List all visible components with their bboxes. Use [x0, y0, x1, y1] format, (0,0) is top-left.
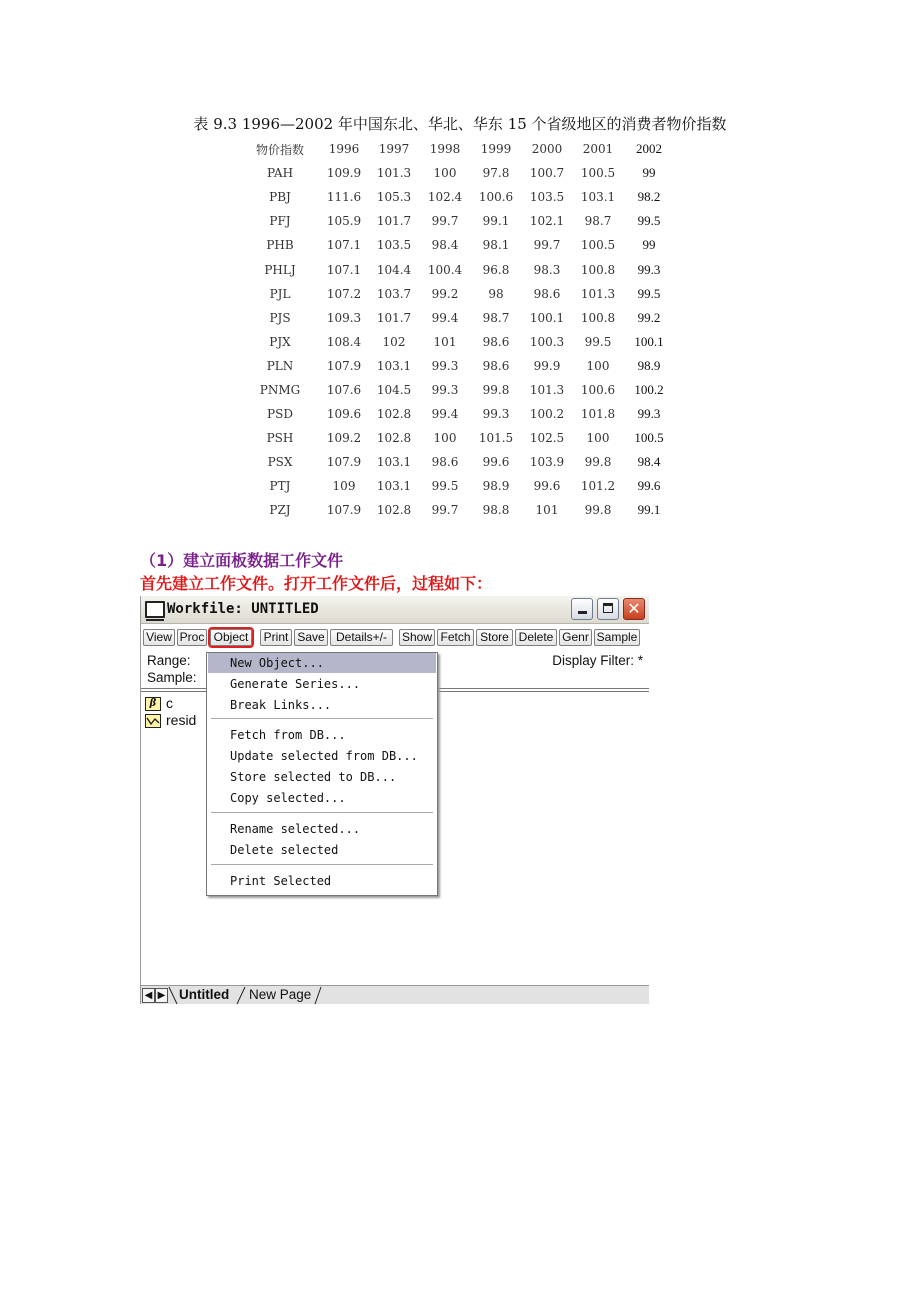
maximize-button[interactable] [597, 598, 619, 620]
value-cell: 100 [433, 166, 457, 181]
value-cell: 98.2 [637, 189, 661, 205]
intro-text: 首先建立工作文件。打开工作文件后，过程如下： [140, 574, 493, 593]
value-cell: 99.7 [431, 214, 459, 229]
header-cell: 2002 [636, 141, 662, 157]
region-code-cell: PBJ [269, 190, 291, 205]
object-name: c [166, 695, 173, 711]
table-row [240, 402, 674, 426]
menu-item-generate-series[interactable]: Generate Series... [230, 677, 361, 691]
value-cell: 100.6 [478, 190, 514, 205]
value-cell: 100.1 [529, 310, 565, 325]
region-code-cell: PLN [266, 358, 294, 373]
table-header-row [240, 137, 674, 161]
value-cell: 98.4 [637, 454, 661, 470]
value-cell: 98.4 [431, 238, 459, 253]
value-cell: 101 [433, 334, 457, 349]
value-cell: 98.6 [482, 358, 510, 373]
value-cell: 103.1 [580, 190, 616, 205]
close-button[interactable] [623, 598, 645, 620]
value-cell: 108.4 [326, 334, 362, 349]
value-cell: 105.3 [376, 190, 412, 205]
value-cell: 101.3 [580, 286, 616, 301]
genr-button[interactable]: Genr [559, 629, 592, 646]
value-cell: 99 [642, 165, 656, 181]
toolbar [141, 626, 649, 648]
table-row [240, 450, 674, 474]
value-cell: 98.3 [533, 262, 561, 277]
table-row [240, 282, 674, 306]
value-cell: 99.5 [431, 479, 459, 494]
object-menu [206, 652, 438, 896]
value-cell: 107.9 [326, 455, 362, 470]
value-cell: 99.7 [533, 238, 561, 253]
object-item-resid[interactable] [145, 712, 196, 728]
value-cell: 103.1 [376, 479, 412, 494]
value-cell: 109.9 [326, 166, 362, 181]
value-cell: 100.8 [580, 310, 616, 325]
value-cell: 100 [433, 431, 457, 446]
value-cell: 99.6 [482, 455, 510, 470]
value-cell: 99.5 [637, 213, 661, 229]
value-cell: 101 [535, 503, 559, 518]
value-cell: 103.1 [376, 358, 412, 373]
region-code-cell: PHLJ [264, 262, 296, 277]
value-cell: 98.7 [482, 310, 510, 325]
value-cell: 103.9 [529, 455, 565, 470]
value-cell: 101.7 [376, 310, 412, 325]
region-code-cell: PTJ [269, 479, 291, 494]
window-title: Workfile: UNTITLED [167, 601, 319, 617]
value-cell: 102.8 [376, 503, 412, 518]
value-cell: 99.3 [637, 406, 661, 422]
value-cell: 99.6 [637, 478, 661, 494]
region-code-cell: PSH [266, 431, 294, 446]
region-code-cell: PFJ [269, 214, 291, 229]
region-code-cell: PZJ [269, 503, 291, 518]
region-code-cell: PNMG [259, 382, 301, 397]
table-caption: 表 9.3 1996—2002 年中国东北、华北、华东 15 个省级地区的消费者物价指数 [193, 115, 727, 133]
menu-item-rename-selected[interactable]: Rename selected... [230, 822, 361, 836]
fetch-button[interactable]: Fetch [437, 629, 474, 646]
header-cell: 1998 [429, 142, 461, 157]
table-row [240, 209, 674, 233]
value-cell: 96.8 [482, 262, 510, 277]
value-cell: 99.3 [431, 382, 459, 397]
region-code-cell: PSD [267, 407, 293, 422]
value-cell: 100.8 [580, 262, 616, 277]
value-cell: 107.1 [326, 262, 362, 277]
value-cell: 99.7 [431, 503, 459, 518]
table-row [240, 474, 674, 498]
display-filter[interactable]: Display Filter: * [552, 653, 643, 668]
table-row [240, 330, 674, 354]
tab-next-button[interactable]: ▶ [155, 988, 168, 1003]
header-cell: 2001 [582, 142, 614, 157]
value-cell: 98.9 [482, 479, 510, 494]
value-cell: 107.2 [326, 286, 362, 301]
table-row [240, 185, 674, 209]
tab-untitled[interactable]: Untitled [179, 987, 230, 1002]
value-cell: 101.5 [478, 431, 514, 446]
value-cell: 100.2 [529, 407, 565, 422]
value-cell: 99.1 [637, 502, 661, 518]
object-button[interactable]: Object [210, 629, 252, 646]
value-cell: 98.6 [482, 334, 510, 349]
value-cell: 100.5 [580, 166, 616, 181]
print-button[interactable]: Print [260, 629, 292, 646]
value-cell: 100 [586, 431, 610, 446]
value-cell: 103.5 [529, 190, 565, 205]
value-cell: 100.4 [427, 262, 463, 277]
show-button[interactable]: Show [399, 629, 435, 646]
menu-item-update-selected[interactable]: Update selected from DB... [230, 749, 418, 763]
value-cell: 102.8 [376, 407, 412, 422]
value-cell: 103.1 [376, 455, 412, 470]
header-cell: 1997 [378, 142, 410, 157]
value-cell: 99 [642, 237, 656, 253]
value-cell: 100.2 [634, 381, 664, 397]
header-cell: 1999 [480, 142, 512, 157]
value-cell: 109 [332, 479, 356, 494]
cpi-table [240, 137, 674, 523]
value-cell: 100.5 [634, 430, 664, 446]
value-cell: 102.8 [376, 431, 412, 446]
section-heading: （1）建立面板数据工作文件 [140, 551, 344, 570]
range-label: Range: [147, 653, 191, 668]
region-code-cell: PSX [267, 455, 293, 470]
tab-prev-button[interactable]: ◀ [142, 988, 155, 1003]
save-button[interactable]: Save [294, 629, 328, 646]
series-icon [145, 714, 161, 728]
value-cell: 99.8 [584, 503, 612, 518]
page-tab-bar [141, 985, 649, 1004]
tab-new-page[interactable]: New Page [249, 987, 312, 1002]
close-icon: ✕ [627, 599, 641, 618]
region-code-cell: PJL [269, 286, 291, 301]
window-icon [145, 601, 165, 618]
value-cell: 99.3 [482, 407, 510, 422]
menu-item-fetch-from-db[interactable]: Fetch from DB... [230, 728, 346, 742]
menu-item-break-links[interactable]: Break Links... [230, 698, 332, 712]
delete-button[interactable]: Delete [515, 629, 557, 646]
value-cell: 99.3 [637, 261, 661, 277]
table-row [240, 161, 674, 185]
proc-button[interactable]: Proc [177, 629, 207, 646]
value-cell: 98 [488, 286, 504, 301]
value-cell: 102.4 [427, 190, 463, 205]
value-cell: 111.6 [326, 190, 362, 205]
value-cell: 102 [382, 334, 406, 349]
value-cell: 100.1 [634, 333, 664, 349]
region-code-cell: PJX [269, 334, 291, 349]
value-cell: 105.9 [326, 214, 362, 229]
value-cell: 104.4 [376, 262, 412, 277]
sample-label: Sample: [147, 670, 197, 685]
value-cell: 102.5 [529, 431, 565, 446]
value-cell: 101.7 [376, 214, 412, 229]
value-cell: 107.9 [326, 358, 362, 373]
value-cell: 97.8 [482, 166, 510, 181]
value-cell: 109.3 [326, 310, 362, 325]
value-cell: 103.7 [376, 286, 412, 301]
value-cell: 99.8 [584, 455, 612, 470]
menu-item-new-object[interactable]: New Object... [208, 653, 436, 673]
region-code-cell: PJS [269, 310, 291, 325]
object-name: resid [166, 712, 197, 728]
header-cell: 2000 [531, 142, 563, 157]
minimize-button[interactable] [571, 598, 593, 620]
title-bar[interactable] [141, 596, 649, 624]
table-row [240, 354, 674, 378]
value-cell: 99.3 [431, 358, 459, 373]
value-cell: 98.6 [533, 286, 561, 301]
table-row [240, 233, 674, 257]
value-cell: 98.9 [637, 357, 661, 373]
menu-separator [211, 718, 433, 719]
menu-item-delete-selected[interactable]: Delete selected [230, 843, 339, 857]
value-cell: 107.1 [326, 238, 362, 253]
value-cell: 99.8 [482, 382, 510, 397]
menu-item-print-selected[interactable]: Print Selected [230, 874, 332, 888]
details-button[interactable]: Details+/- [330, 629, 393, 646]
value-cell: 101.2 [580, 479, 616, 494]
value-cell: 107.6 [326, 382, 362, 397]
value-cell: 107.9 [326, 503, 362, 518]
value-cell: 101.3 [376, 166, 412, 181]
value-cell: 100.5 [580, 238, 616, 253]
coefficient-icon: β [145, 697, 161, 711]
menu-item-copy-selected[interactable]: Copy selected... [230, 791, 346, 805]
menu-separator [211, 812, 433, 813]
value-cell: 102.1 [529, 214, 565, 229]
value-cell: 100 [586, 358, 610, 373]
value-cell: 100.7 [529, 166, 565, 181]
value-cell: 99.1 [482, 214, 510, 229]
value-cell: 109.6 [326, 407, 362, 422]
value-cell: 101.3 [529, 382, 565, 397]
value-cell: 99.5 [637, 285, 661, 301]
value-cell: 98.8 [482, 503, 510, 518]
table-row [240, 498, 674, 522]
menu-separator [211, 864, 433, 865]
value-cell: 104.5 [376, 382, 412, 397]
region-code-cell: PHB [266, 238, 294, 253]
table-row [240, 306, 674, 330]
header-cell: 1996 [328, 142, 360, 157]
value-cell: 99.6 [533, 479, 561, 494]
store-button[interactable]: Store [476, 629, 513, 646]
value-cell: 98.1 [482, 238, 510, 253]
value-cell: 109.2 [326, 431, 362, 446]
value-cell: 99.4 [431, 407, 459, 422]
object-item-c[interactable] [145, 695, 173, 711]
value-cell: 99.5 [584, 334, 612, 349]
view-button[interactable]: View [143, 629, 175, 646]
table-row [240, 426, 674, 450]
menu-item-store-selected[interactable]: Store selected to DB... [230, 770, 397, 784]
value-cell: 99.9 [533, 358, 561, 373]
table-row [240, 257, 674, 281]
table-row [240, 378, 674, 402]
sample-button[interactable]: Sample [594, 629, 640, 646]
tab-outline [141, 986, 341, 1004]
value-cell: 99.4 [431, 310, 459, 325]
value-cell: 99.2 [431, 286, 459, 301]
value-cell: 103.5 [376, 238, 412, 253]
value-cell: 99.2 [637, 309, 661, 325]
value-cell: 100.3 [529, 334, 565, 349]
region-code-cell: PAH [266, 166, 294, 181]
header-cell: 物价指数 [255, 142, 304, 157]
value-cell: 98.6 [431, 455, 459, 470]
value-cell: 101.8 [580, 407, 616, 422]
value-cell: 100.6 [580, 382, 616, 397]
value-cell: 98.7 [584, 214, 612, 229]
